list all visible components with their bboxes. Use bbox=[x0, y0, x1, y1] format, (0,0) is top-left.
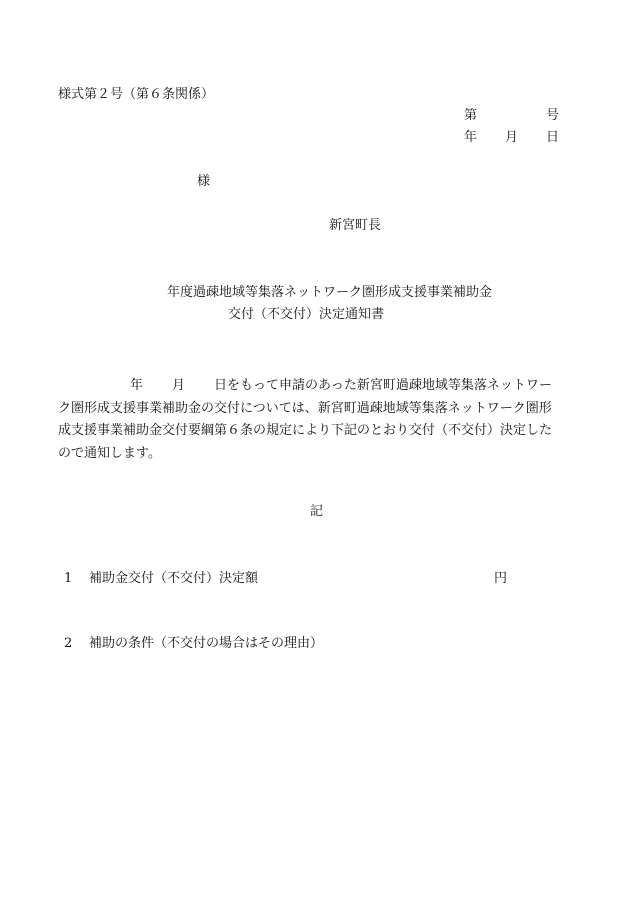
date-year: 年 bbox=[464, 130, 478, 145]
issuer: 新宮町長 bbox=[329, 218, 382, 233]
item-1-unit: 円 bbox=[494, 571, 508, 586]
body-date-month: 月 bbox=[172, 378, 186, 393]
body-line-4: ので通知します。 bbox=[58, 445, 161, 461]
body-line-1 bbox=[58, 375, 578, 398]
body-line-1-text: 日をもって申請のあった新宮町過疎地域等集落ネットワー bbox=[214, 378, 552, 393]
date-day: 日 bbox=[546, 130, 560, 145]
title-line-1: 年度過疎地域等集落ネットワーク圏形成支援事業補助金 bbox=[167, 285, 493, 300]
ki-heading: 記 bbox=[310, 504, 324, 519]
number-prefix: 第 bbox=[464, 108, 478, 123]
number-suffix: 号 bbox=[546, 108, 560, 123]
addressee-suffix: 様 bbox=[197, 174, 211, 189]
item-2-label: 補助の条件（不交付の場合はその理由） bbox=[89, 636, 324, 651]
item-2-number: 2 bbox=[64, 636, 73, 651]
item-1-number: 1 bbox=[64, 571, 73, 586]
title-line-2: 交付（不交付）決定通知書 bbox=[228, 307, 385, 322]
notification-body bbox=[58, 375, 578, 465]
form-label: 様式第２号（第６条関係） bbox=[58, 87, 215, 102]
item-1-label: 補助金交付（不交付）決定額 bbox=[89, 571, 259, 586]
body-date-year: 年 bbox=[130, 378, 144, 393]
body-line-3: 成支援事業補助金交付要綱第６条の規定により下記のとおり交付（不交付）決定した bbox=[58, 423, 553, 438]
body-line-2: ク圏形成支援事業補助金の交付については、新宮町過疎地域等集落ネットワーク圏形 bbox=[58, 400, 552, 416]
date-month: 月 bbox=[505, 130, 519, 145]
